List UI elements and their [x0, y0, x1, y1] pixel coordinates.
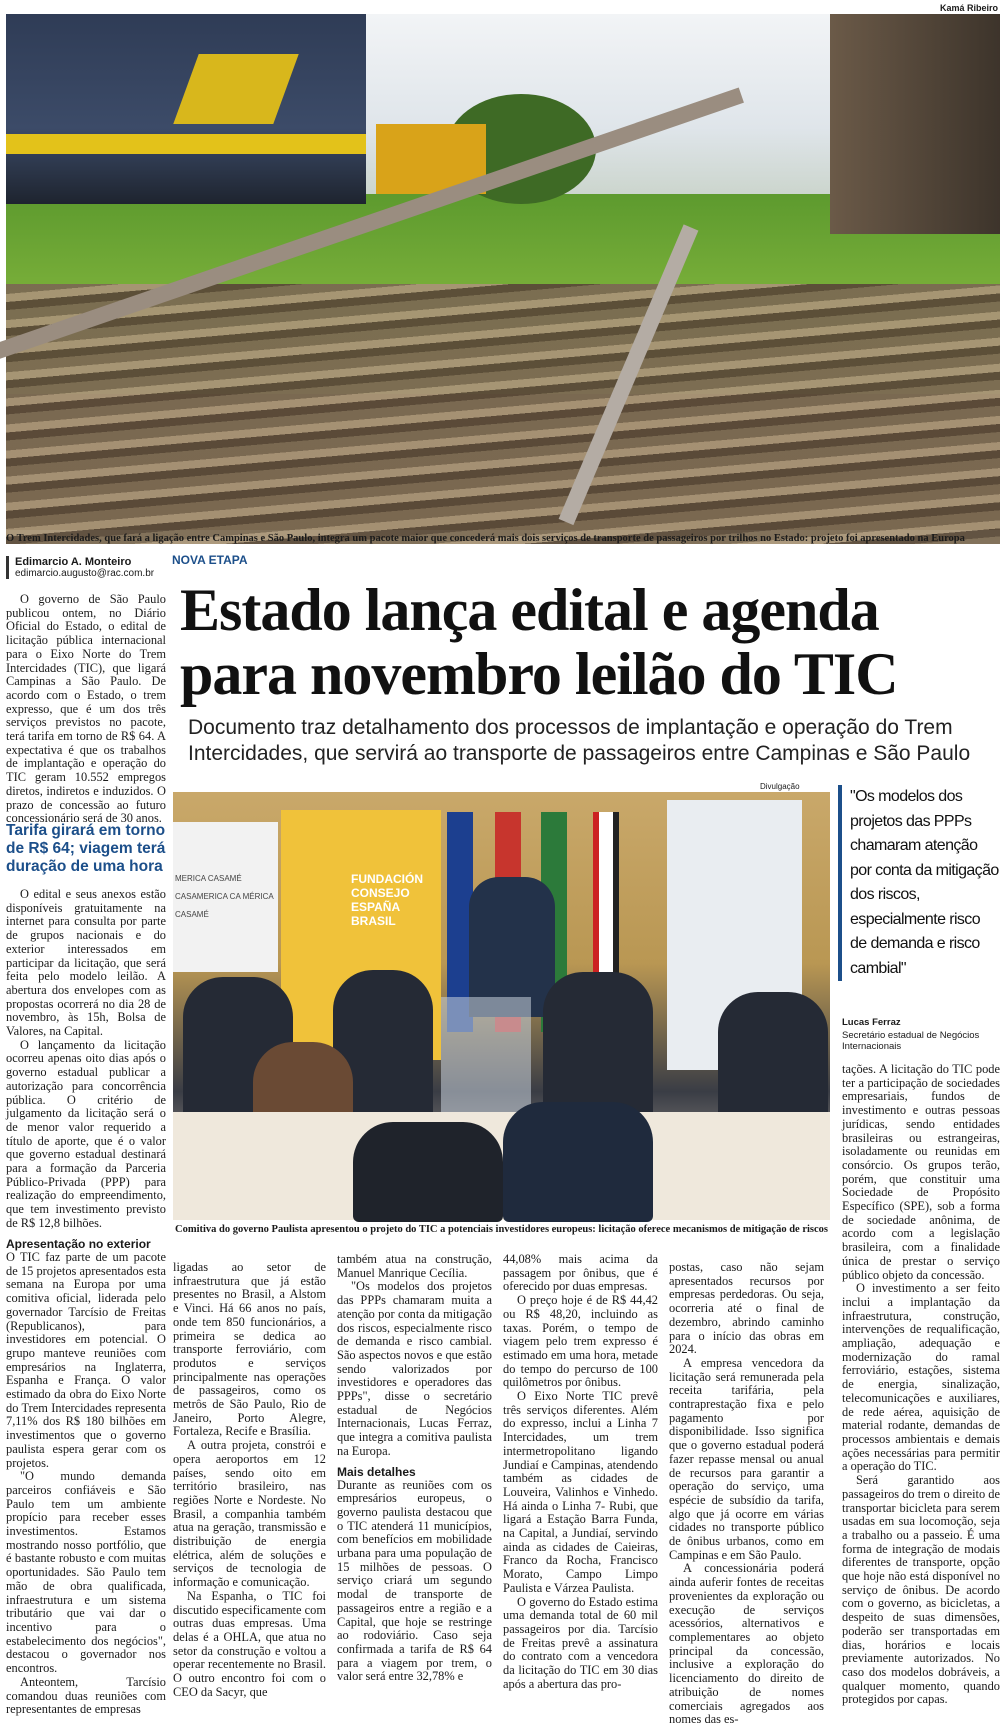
author-email: edimarcio.augusto@rac.com.br — [15, 568, 155, 579]
quote-author-role: Secretário estadual de Negócios Internacionais — [842, 1030, 980, 1052]
column-4 — [337, 1253, 492, 1684]
kicker: NOVA ETAPA — [172, 553, 248, 567]
quote-author: Lucas Ferraz — [842, 1017, 901, 1028]
section-heading: Apresentação no exterior — [6, 1237, 151, 1251]
photo-credit-top: Kamá Ribeiro — [939, 3, 998, 13]
paragraph: O investimento a ser feito inclui a implantação da infraestrutura, construção, intervenções de requalificação, ampliação, adequação e modernização do ramal ferroviário, estações, sistema de energia, sinalização, telecomunicações e auxiliares, de rede aérea, aquisição de material rodante, demandas de processos ambientais e demais ações necessárias para permitir a operação do TIC. — [842, 1281, 1000, 1474]
column-3 — [173, 1261, 326, 1700]
paragraph: O governo de São Paulo publicou ontem, no Diário Oficial do Estado, o edital de licitação pública internacional para o Eixo Norte do Trem Intercidades (TIC), que ligará Campinas a São Paulo. De acordo com o Estado, o trem expresso, que é um dos três serviços previstos no pacote, terá tarifa em torno de R$ 64. A expectativa é que os trabalhos de implantação e operação do TIC geram 10.552 empregos diretos, indiretos e induzidos. O prazo de concessão ao futuro concessionário será de 30 anos. — [6, 592, 166, 826]
photo-credit-2: Divulgação — [760, 782, 800, 791]
column-right — [842, 1063, 1000, 1707]
column-1b — [6, 888, 166, 1231]
paragraph: Na Espanha, o TIC foi discutido especificamente com outras duas empresas. Uma delas é a OHLA, que atua no setor da construção e voltou a operar recentemente no Brasil. O outro encontro foi com o CEO da Sacyr, que — [173, 1588, 326, 1699]
paragraph: O edital e seus anexos estão disponíveis gratuitamente na internet para consulta por parte de grupos nacionais e do exterior interessados em participar da licitação, que será feita pelo modelo leilão. A abertura dos envelopes com as propostas ocorrerá no dia 28 de novembro, às 15h, Bolsa de Valores, na Capital. — [6, 887, 166, 1039]
paragraph: Durante as reuniões com os empresários europeus, o governo paulista destacou que o TIC atenderá 11 municípios, com benefícios em mobilidade urbana para uma população de 15 milhões de pessoas. O serviço criará um segundo modal de transporte de passageiros entre a região e a Capital, que hoje se restringe ao rodoviário. Caso seja confirmada a tarifa de R$ 64 para a viagem por trem, o valor será entre 32,78% e — [337, 1477, 492, 1684]
paragraph: postas, caso não sejam apresentados recursos por empresas perdedoras. Ou seja, ocorreria até o final de dezembro, abrindo caminho para o início das obras em 2024. — [669, 1260, 824, 1357]
paragraph: A outra projeta, constrói e opera aeroportos em 12 países, sendo oito em território brasileiro, nas regiões Norte e Nordeste. No Brasil, a companhia também atua na geração, transmissão e distribuição de energia elétrica, além de soluções e serviços de tecnologia de informação e comunicação. — [173, 1438, 326, 1590]
paragraph: A empresa vencedora da licitação será remunerada pela receita tarifária, pela contraprestação fixa e pelo pagamento por disponibilidade. Isso significa que o governo estadual poderá fazer repasse mensal ou anual de recursos para garantir a operação do serviço, uma espécie de subsídio da tarifa, algo que já ocorre em várias cidades no transporte público de ônibus urbanos, como em Campinas e em São Paulo. — [669, 1355, 824, 1562]
column-6 — [669, 1261, 824, 1727]
column-1 — [6, 593, 166, 826]
photo-caption-top: O Trem Intercidades, que fará a ligação entre Campinas e São Paulo, integra um pacote maior que concederá mais dois serviços de transporte de passageiros por trilhos no Estado: projeto foi apresentado na Europa — [6, 533, 965, 544]
banner-fundacion: FUNDACIÓN CONSEJO ESPAÑA BRASIL — [281, 810, 441, 1060]
section-heading: Mais detalhes — [337, 1464, 416, 1479]
subheadline: Documento traz detalhamento dos processos de implantação e operação do Trem Intercidades, que servirá ao transporte de passageiros entre Campinas e São Paulo — [188, 716, 971, 765]
paragraph: A concessionária poderá ainda auferir fontes de receitas provenientes da exploração ou execução de serviços acessórios, alternativos e complementares ao objeto principal da concessão, inclusive a exploração do licenciamento do direito de atribuição de nomes comerciais agregados aos nomes das es- — [669, 1561, 824, 1727]
paragraph: tações. A licitação do TIC pode ter a participação de sociedades empresariais, fundos de investimento e outras pessoas jurídicas, sendo entidades brasileiras ou estrangeiras, isoladamente ou reunidas em consórcio. Os grupos terão, porém, que constituir uma Sociedade de Propósito Específico (SPE), sob a forma de sociedade anônima, de acordo com a legislação brasileira, com a finalidade única de prestar o serviço público objeto da concessão. — [842, 1062, 1000, 1282]
photo-caption-2: Comitiva do governo Paulista apresentou o projeto do TIC a potenciais investidores europeus: licitação oferece mecanismos de mitigação de riscos — [175, 1224, 828, 1235]
paragraph: 44,08% mais acima da passagem por ônibus, que é oferecido por duas empresas. — [503, 1252, 658, 1294]
paragraph: "Os modelos dos projetos das PPPs chamaram muita a atenção por conta da mitigação dos riscos, especialmente risco de demanda e risco cambial. São aspectos novos e que estão sendo valorizados por investidores e operadores das PPPs", disse o secretário estadual de Negócios Internacionais, Lucas Ferraz, que integra a comitiva paulista na Europa. — [337, 1279, 492, 1458]
paragraph: também atua na construção, Manuel Manrique Cecília. — [337, 1252, 492, 1280]
section-subhead: Tarifa girará em torno de R$ 64; viagem terá duração de uma hora — [6, 822, 166, 875]
paragraph: ligadas ao setor de infraestrutura que já estão presentes no Brasil, a Alstom e Vinci. Há 66 anos no país, onde tem 850 funcionários, a primeira se dedica ao transporte ferroviário, com produtos e serviços principalmente nas operações de passageiros, como os metrôs de São Paulo, Rio de Janeiro, Porto Alegre, Fortaleza, Recife e Brasília. — [173, 1260, 326, 1439]
column-2 — [6, 1237, 166, 1717]
paragraph: O TIC faz parte de um pacote de 15 projetos apresentados esta semana na Europa por uma comitiva oficial, liderada pelo governador Tarcísio de Freitas (Republicanos), para investidores em potencial. O grupo manteve reuniões com empresários na Inglaterra, Espanha e França. O valor estimado da obra do Eixo Norte do Trem Intercidades representa 7,11% dos R$ 180 bilhões em investimentos que o governo paulista espera gerar com os projetos. — [6, 1250, 166, 1470]
banner-casamerica: MERICA CASAMÉ CASAMERICA CA MÉRICA CASAMÉ — [173, 822, 278, 972]
byline — [6, 556, 166, 579]
pull-quote: "Os modelos dos projetos das PPPs chamaram atenção por conta da mitigação dos riscos, especialmente risco de demanda e risco cambial" — [838, 785, 1000, 981]
photo-meeting — [173, 792, 830, 1220]
author-name: Edimarcio A. Monteiro — [15, 556, 132, 568]
paragraph: O preço hoje é de R$ 44,42 ou R$ 48,20, incluindo as taxas. Porém, o tempo de viagem pelo trem expresso é estimado em uma hora, metade do tempo do percurso de 100 quilômetros por ônibus. — [503, 1293, 658, 1390]
paragraph: O lançamento da licitação ocorreu apenas oito dias após o governo estadual publicar a autorização para concorrência pública. O critério de julgamento da licitação será o de menor valor requerido a título de aporte, que é o valor que governo estadual destinará para a formação da Parceria Público-Privada (PPP) para realização do empreendimento, que tem investimento previsto de R$ 12,8 bilhões. — [6, 1037, 166, 1230]
column-5 — [503, 1253, 658, 1692]
paragraph: Anteontem, Tarcísio comandou duas reuniões com representantes de empresas — [6, 1674, 166, 1717]
paragraph: Será garantido aos passageiros do trem o direito de transportar bicicleta para serem usadas em sua locomoção, seja a trabalho ou a passeio. É uma forma de integração de modais diferentes de transporte, opção que hoje não está disponível no serviço de ônibus. De acordo com o governo, as bicicletas, a despeito de suas dimensões, poderão ser transportadas em dias, horários e locais previamente autorizados. No caso dos modelos dobráveis, a qualquer momento, quando protegidos por capas. — [842, 1473, 1000, 1707]
paragraph: O Eixo Norte TIC prevê três serviços diferentes. Além do expresso, inclui a Linha 7 Intercidades, um trem intermetropolitano ligando Jundiaí e Campinas, atendendo também as cidades de Louveira, Valinhos e Vinhedo. Há ainda o Linha 7- Rubi, que ligará a Estação Barra Funda, na Capital, a Jundiaí, servindo ainda as cidades de Caieiras, Franco da Rocha, Francisco Morato, Campo Limpo Paulista e Várzea Paulista. — [503, 1389, 658, 1595]
headline: Estado lança edital e agenda para novembro leilão do TIC — [180, 577, 898, 707]
paragraph: O governo do Estado estima uma demanda total de 60 mil passageiros por dia. Tarcísio de Freitas prevê a assinatura do contrato com a vencedora da licitação do TIC em 30 dias após a abertura das pro- — [503, 1594, 658, 1691]
hero-photo-railway — [6, 14, 1000, 530]
paragraph: "O mundo demanda parceiros confiáveis e São Paulo tem um ambiente propício para receber esses investimentos. Estamos mostrando nosso portfólio, que é bastante robusto e com muitas oportunidades. São Paulo tem mão de obra qualificada, infraestrutura e um sistema tributário que vai dar o incentivo para o estabelecimento dos negócios", destacou o governador nos encontros. — [6, 1469, 166, 1676]
